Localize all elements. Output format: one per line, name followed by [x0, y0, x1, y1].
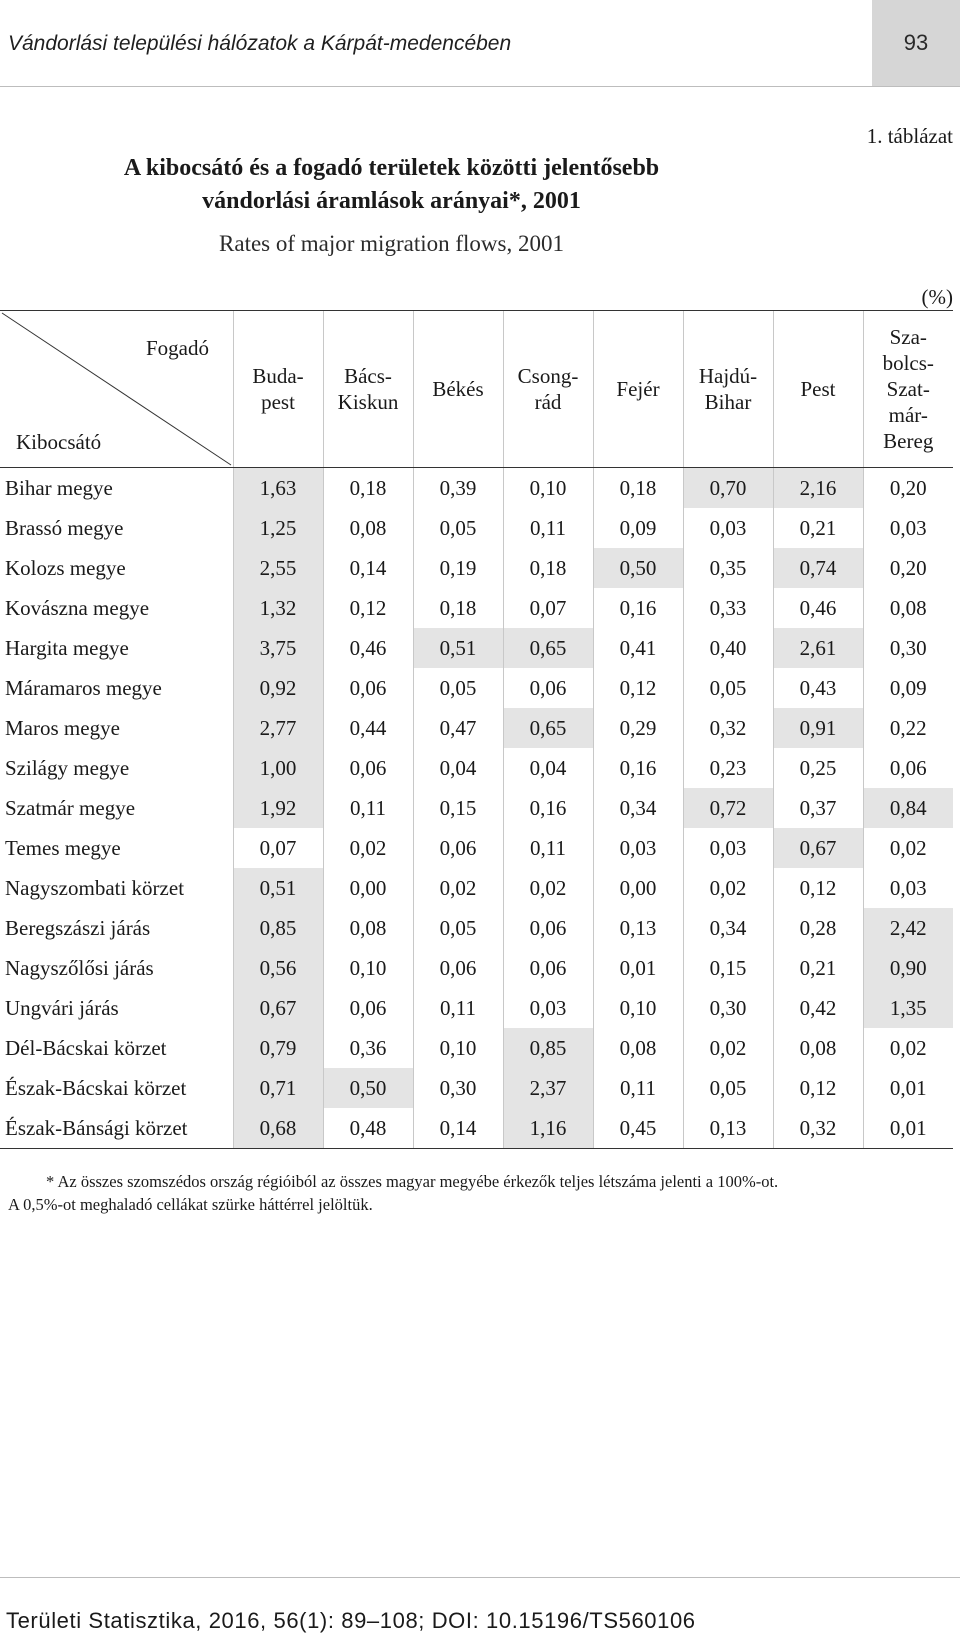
- table-row: [0, 668, 953, 708]
- table-cell: 0,02: [323, 828, 413, 868]
- table-cell: 0,43: [773, 668, 863, 708]
- table-cell: 1,63: [233, 468, 323, 509]
- row-label: Szatmár megye: [5, 795, 136, 820]
- column-header-line: bolcs-: [882, 351, 934, 375]
- table-cell: 0,10: [593, 988, 683, 1028]
- table-cell: 0,16: [593, 588, 683, 628]
- column-header: [773, 311, 863, 468]
- table-cell: 0,40: [683, 628, 773, 668]
- row-label: Beregszászi járás: [5, 915, 151, 940]
- table-cell: 0,35: [683, 548, 773, 588]
- table-cell: 0,05: [413, 508, 503, 548]
- footnote: [8, 1170, 958, 1216]
- table-row: [0, 588, 953, 628]
- table-cell: 0,28: [773, 908, 863, 948]
- column-header-line: Békés: [432, 377, 484, 401]
- table-cell: 0,42: [773, 988, 863, 1028]
- table-cell: 0,03: [503, 988, 593, 1028]
- table-row: [0, 708, 953, 748]
- row-label: Kovászna megye: [5, 595, 150, 620]
- table-cell: 0,11: [503, 508, 593, 548]
- table-row: [0, 908, 953, 948]
- table-cell: 1,25: [233, 508, 323, 548]
- table-cell: 0,10: [413, 1028, 503, 1068]
- table-cell: 0,03: [593, 828, 683, 868]
- table-cell: 0,00: [593, 868, 683, 908]
- table-cell: 1,92: [233, 788, 323, 828]
- table-row: [0, 828, 953, 868]
- table-cell: 0,50: [323, 1068, 413, 1108]
- table-cell: 0,18: [413, 588, 503, 628]
- table-cell: 2,37: [503, 1068, 593, 1108]
- table-cell: 0,72: [683, 788, 773, 828]
- table-number: 1. táblázat: [866, 124, 953, 148]
- row-label: Szilágy megye: [5, 755, 130, 780]
- table-cell: 0,02: [413, 868, 503, 908]
- table-cell: 0,15: [683, 948, 773, 988]
- table-title-hungarian: [0, 152, 783, 218]
- table-cell: 1,32: [233, 588, 323, 628]
- column-header-line: Bihar: [704, 390, 752, 414]
- table-cell: 0,06: [323, 748, 413, 788]
- table-cell: 0,67: [773, 828, 863, 868]
- table-cell: 0,33: [683, 588, 773, 628]
- row-label: Észak-Bácskai körzet: [5, 1075, 187, 1100]
- table-title-english: Rates of major migration flows, 2001: [219, 231, 564, 256]
- table-cell: 0,51: [233, 868, 323, 908]
- column-header: [683, 311, 773, 468]
- table-cell: 0,06: [413, 828, 503, 868]
- table-cell: 0,08: [593, 1028, 683, 1068]
- table-cell: 0,06: [413, 948, 503, 988]
- table-cell: 0,15: [413, 788, 503, 828]
- table-cell: 0,56: [233, 948, 323, 988]
- table-cell: 0,00: [323, 868, 413, 908]
- table-row: [0, 1108, 953, 1149]
- table-cell: 0,01: [863, 1108, 953, 1149]
- table-cell: 0,44: [323, 708, 413, 748]
- table-cell: 0,11: [323, 788, 413, 828]
- table-cell: 0,03: [683, 508, 773, 548]
- table-cell: 0,92: [233, 668, 323, 708]
- row-label: Kolozs megye: [5, 555, 126, 580]
- footnote-line-1: * Az összes szomszédos ország régióiból az összes magyar megyébe érkezők teljes létszáma jelenti a 100%-ot.: [46, 1172, 779, 1191]
- table-cell: 0,34: [593, 788, 683, 828]
- table-cell: 0,70: [683, 468, 773, 509]
- column-header: [413, 311, 503, 468]
- table-body: [0, 468, 953, 1149]
- table-cell: 2,42: [863, 908, 953, 948]
- table-row: [0, 868, 953, 908]
- table-cell: 0,32: [773, 1108, 863, 1149]
- table-cell: 0,18: [593, 468, 683, 509]
- table-cell: 0,14: [413, 1108, 503, 1149]
- table-cell: 0,67: [233, 988, 323, 1028]
- table-row: [0, 508, 953, 548]
- table-cell: 1,00: [233, 748, 323, 788]
- table-cell: 0,08: [323, 908, 413, 948]
- title-line-1: A kibocsátó és a fogadó területek közötti jelentősebb: [123, 155, 660, 181]
- table-cell: 0,06: [323, 988, 413, 1028]
- table-cell: 0,12: [773, 1068, 863, 1108]
- table-cell: 0,68: [233, 1108, 323, 1149]
- table-cell: 0,06: [863, 748, 953, 788]
- table-cell: 0,46: [773, 588, 863, 628]
- table-cell: 0,02: [683, 1028, 773, 1068]
- table-cell: 0,04: [413, 748, 503, 788]
- table-cell: 0,12: [323, 588, 413, 628]
- row-label: Nagyszombati körzet: [5, 875, 185, 900]
- table-cell: 0,03: [863, 868, 953, 908]
- table-cell: 0,03: [683, 828, 773, 868]
- table-cell: 0,05: [683, 1068, 773, 1108]
- row-label: Brassó megye: [5, 515, 124, 540]
- table-cell: 0,29: [593, 708, 683, 748]
- column-header: [863, 311, 953, 468]
- table-row: [0, 468, 953, 509]
- table-cell: 0,47: [413, 708, 503, 748]
- table-cell: 2,77: [233, 708, 323, 748]
- table-cell: 0,11: [593, 1068, 683, 1108]
- table-cell: 0,65: [503, 628, 593, 668]
- table-cell: 0,18: [503, 548, 593, 588]
- table-row: [0, 1068, 953, 1108]
- table-cell: 0,05: [413, 908, 503, 948]
- table-cell: 0,01: [593, 948, 683, 988]
- column-header-line: pest: [261, 390, 295, 414]
- table-cell: 0,85: [503, 1028, 593, 1068]
- column-header-line: Bereg: [883, 429, 934, 453]
- corner-cell: [0, 311, 233, 468]
- table-cell: 0,06: [323, 668, 413, 708]
- table-cell: 0,85: [233, 908, 323, 948]
- table-cell: 0,91: [773, 708, 863, 748]
- table-cell: 0,12: [593, 668, 683, 708]
- table-cell: 0,13: [593, 908, 683, 948]
- row-label: Nagyszőlősi járás: [5, 955, 154, 980]
- running-header: [0, 0, 960, 87]
- table-cell: 0,06: [503, 668, 593, 708]
- table-cell: 0,39: [413, 468, 503, 509]
- header-row: [0, 311, 953, 468]
- table-cell: 0,71: [233, 1068, 323, 1108]
- column-header-line: Csong-: [517, 364, 579, 388]
- row-label: Észak-Bánsági körzet: [0, 1108, 233, 1149]
- column-header-line: Szat-: [886, 377, 930, 401]
- table-cell: 0,02: [683, 868, 773, 908]
- table-cell: 0,90: [863, 948, 953, 988]
- row-label: Máramaros megye: [5, 675, 162, 700]
- row-label: Ungvári járás: [5, 995, 119, 1020]
- table-cell: 0,50: [593, 548, 683, 588]
- table-cell: 0,20: [863, 548, 953, 588]
- column-header: [233, 311, 323, 468]
- table-cell: 0,37: [773, 788, 863, 828]
- table-cell: 0,25: [773, 748, 863, 788]
- table-row: [0, 548, 953, 588]
- table-cell: 1,35: [863, 988, 953, 1028]
- table-cell: 0,46: [323, 628, 413, 668]
- table-cell: 0,05: [413, 668, 503, 708]
- title-line-2: vándorlási áramlások arányai*, 2001: [202, 188, 581, 214]
- table-cell: 0,04: [503, 748, 593, 788]
- table-cell: 0,22: [863, 708, 953, 748]
- table-row: [0, 1028, 953, 1068]
- table-cell: 0,09: [593, 508, 683, 548]
- page-footer: [0, 1577, 960, 1638]
- table-cell: 0,48: [323, 1108, 413, 1149]
- column-header-line: Fejér: [616, 377, 660, 401]
- table-cell: 0,02: [503, 868, 593, 908]
- table-cell: 0,08: [323, 508, 413, 548]
- table-cell: 0,45: [593, 1108, 683, 1149]
- migration-table: [0, 310, 953, 1149]
- table-cell: 0,07: [233, 828, 323, 868]
- column-header: [323, 311, 413, 468]
- table-cell: 0,05: [683, 668, 773, 708]
- table-cell: 0,74: [773, 548, 863, 588]
- table-cell: 3,75: [233, 628, 323, 668]
- table-cell: 0,18: [323, 468, 413, 509]
- table-cell: 0,06: [503, 948, 593, 988]
- column-header-line: Sza-: [889, 325, 927, 349]
- row-label: Bihar megye: [5, 475, 113, 500]
- table-row: [0, 988, 953, 1028]
- table-cell: 0,10: [503, 468, 593, 509]
- row-label: Hargita megye: [5, 635, 129, 660]
- page-number: 93: [872, 0, 960, 86]
- column-header: [593, 311, 683, 468]
- table-cell: 0,20: [863, 468, 953, 509]
- table-cell: 0,10: [323, 948, 413, 988]
- row-label: Maros megye: [5, 715, 120, 740]
- receiver-label: Fogadó: [146, 336, 209, 360]
- table-row: [0, 628, 953, 668]
- table-cell: 0,03: [863, 508, 953, 548]
- column-header-line: Buda-: [252, 364, 304, 388]
- table-cell: 2,61: [773, 628, 863, 668]
- table-cell: 0,13: [683, 1108, 773, 1149]
- table-cell: 0,30: [863, 628, 953, 668]
- table-cell: 1,16: [503, 1108, 593, 1149]
- table-cell: 0,41: [593, 628, 683, 668]
- table-cell: 2,16: [773, 468, 863, 509]
- running-title: Vándorlási települési hálózatok a Kárpát-medencében: [8, 32, 512, 55]
- table-cell: 0,08: [773, 1028, 863, 1068]
- table-cell: 0,09: [863, 668, 953, 708]
- column-header-line: Kiskun: [337, 390, 399, 414]
- table-cell: 0,02: [863, 1028, 953, 1068]
- column-header-line: Pest: [800, 377, 836, 401]
- table-cell: 0,16: [503, 788, 593, 828]
- column-header-line: Hajdú-: [698, 364, 758, 388]
- table-cell: 2,55: [233, 548, 323, 588]
- table-cell: 0,14: [323, 548, 413, 588]
- unit-label: (%): [921, 285, 953, 309]
- table-cell: 0,65: [503, 708, 593, 748]
- table-row: [0, 948, 953, 988]
- row-label: Temes megye: [5, 835, 121, 860]
- table-cell: 0,51: [413, 628, 503, 668]
- table-cell: 0,11: [503, 828, 593, 868]
- table-cell: 0,02: [863, 828, 953, 868]
- column-header: [503, 311, 593, 468]
- footnote-line-2: A 0,5%-ot meghaladó cellákat szürke háttérrel jelöltük.: [8, 1195, 373, 1214]
- table-row: [0, 748, 953, 788]
- table-cell: 0,12: [773, 868, 863, 908]
- table-cell: 0,08: [863, 588, 953, 628]
- table-cell: 0,34: [683, 908, 773, 948]
- table-cell: 0,01: [863, 1068, 953, 1108]
- table-cell: 0,84: [863, 788, 953, 828]
- column-header-line: már-: [888, 403, 928, 427]
- table-cell: 0,36: [323, 1028, 413, 1068]
- table-cell: 0,32: [683, 708, 773, 748]
- table-cell: 0,23: [683, 748, 773, 788]
- column-header-line: rád: [534, 390, 562, 414]
- table-cell: 0,06: [503, 908, 593, 948]
- column-header-line: Bács-: [344, 364, 392, 388]
- table-cell: 0,79: [233, 1028, 323, 1068]
- table-cell: 0,21: [773, 508, 863, 548]
- table-cell: 0,16: [593, 748, 683, 788]
- table-cell: 0,19: [413, 548, 503, 588]
- table-row: [0, 788, 953, 828]
- table-cell: 0,30: [683, 988, 773, 1028]
- row-label: Dél-Bácskai körzet: [5, 1035, 167, 1060]
- sender-label: Kibocsátó: [16, 430, 102, 454]
- citation: Területi Statisztika, 2016, 56(1): 89–108; DOI: 10.15196/TS560106: [6, 1608, 696, 1633]
- table-cell: 0,21: [773, 948, 863, 988]
- table-cell: 0,30: [413, 1068, 503, 1108]
- table-cell: 0,07: [503, 588, 593, 628]
- table-cell: 0,11: [413, 988, 503, 1028]
